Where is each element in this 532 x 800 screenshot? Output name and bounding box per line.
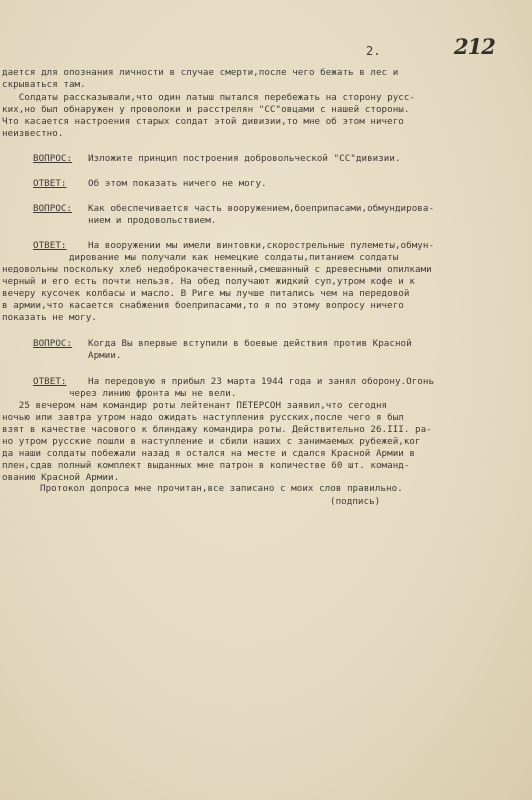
text-line: неизвестно. <box>2 128 64 139</box>
page-number: 2. <box>366 44 381 58</box>
answer-text: недовольны поскольку хлеб недоброкачественный,смешанный с древесными опилками <box>2 264 432 275</box>
text-line: да наши солдаты побежали назад я остался на месте и сдался Красной Армии в <box>2 448 416 459</box>
answer-text: черный и его есть почти нельзя. На обед получают жидкий суп,утром кофе и к <box>2 276 416 287</box>
text-line: Солдаты рассказывали,что один латыш пытался перебежать на сторону русс- <box>2 92 416 103</box>
closing-statement: Протокол допроса мне прочитан,все записано с моих слов правильно. <box>40 483 403 494</box>
answer-text: Об этом показать ничего не могу. <box>88 178 267 189</box>
question-text: нием и продовольствием. <box>88 215 217 226</box>
answer-text: вечеру кусочек колбасы и масло. В Риге мы лучше питались чем на передовой <box>2 288 410 299</box>
answer-text: дирование мы получали как немецкие солдаты,питанием солдаты <box>2 252 399 263</box>
text-line: Что касается настроения старых солдат этой дивизии,то мне об этом ничего <box>2 116 404 127</box>
answer-text: в армии,что касается снабжения боеприпасами,то я по этому вопросу ничего <box>2 300 404 311</box>
text-line: взят в качестве часового к блиндажу командира роты. Действительно 26.III. ра- <box>2 424 432 435</box>
text-line: плен,сдав полный комплект выданных мне патрон в количестве 60 шт. команд- <box>2 460 410 471</box>
answer-label: ОТВЕТ: <box>33 240 67 251</box>
question-label: ВОПРОС: <box>33 338 73 349</box>
answer-label: ОТВЕТ: <box>33 178 67 189</box>
text-line: ночью или завтра утром надо ожидать наступления русских,после чего я был <box>2 412 404 423</box>
question-text: Изложите принцип построения добровольческой "СС"дивизии. <box>88 153 401 164</box>
text-line: дается для опознания личности в случае смерти,после чего бежать в лес и <box>2 67 399 78</box>
text-line: скрываться там. <box>2 79 86 90</box>
answer-text: через линию фронта мы не вели. <box>2 388 237 399</box>
signature-note: (подпись) <box>330 496 381 507</box>
question-text: Армии. <box>88 350 122 361</box>
handwritten-folio-number: 212 <box>454 34 495 59</box>
text-line: ких,но был обнаружен у проволоки и расстрелян "СС"овцами с нашей стороны. <box>2 104 410 115</box>
answer-text: На передовую я прибыл 23 марта 1944 года и занял оборону.Огонь <box>88 376 435 387</box>
question-label: ВОПРОС: <box>33 153 73 164</box>
text-line: но утром русские пошли в наступление и сбили наших с занимаемых рубежей,ког <box>2 436 421 447</box>
text-line: 25 вечером нам командир роты лейтенант ПЕТЕРСОН заявил,что сегодня <box>2 400 388 411</box>
answer-text: показать не могу. <box>2 312 97 323</box>
answer-text: На вооружении мы имели винтовки,скорострельные пулеметы,обмун- <box>88 240 435 251</box>
answer-label: ОТВЕТ: <box>33 376 67 387</box>
text-line: ованию Красной Армии. <box>2 472 120 483</box>
question-text: Когда Вы впервые вступили в боевые действия против Красной <box>88 338 412 349</box>
question-text: Как обеспечивается часть вооружением,боеприпасами,обмундирова- <box>88 203 435 214</box>
question-label: ВОПРОС: <box>33 203 73 214</box>
